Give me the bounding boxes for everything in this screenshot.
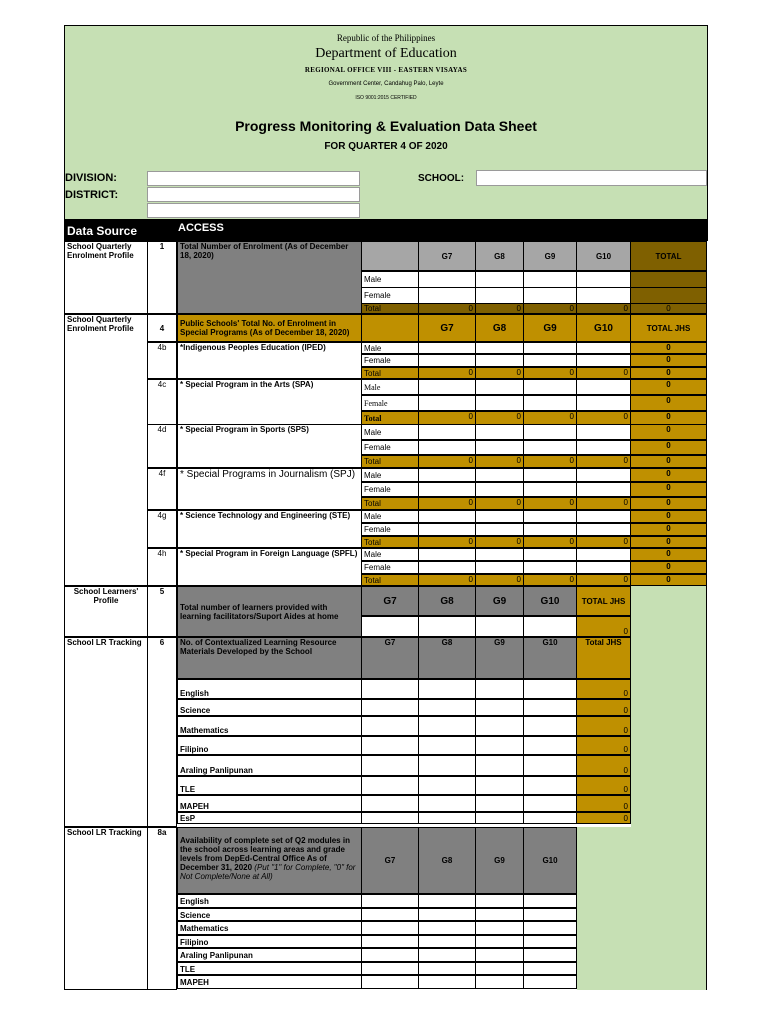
item4d-male-g9[interactable]	[523, 424, 577, 440]
item4g-male-g10[interactable]	[576, 510, 631, 523]
item4f-male-g10[interactable]	[576, 468, 631, 482]
item4g-total_row-g8: 0	[475, 536, 524, 548]
item8a-subject-label: English	[177, 894, 362, 908]
item4-g7: G7	[418, 314, 476, 342]
item8a-cell-g8[interactable]	[418, 894, 476, 908]
division-label: DIVISION:	[65, 172, 117, 184]
item6-total-jhs: 0	[576, 755, 631, 776]
item6-cell-g7[interactable]	[361, 812, 419, 824]
school-input[interactable]	[476, 170, 707, 186]
item8a-cell-g9[interactable]	[475, 908, 524, 922]
item4d-female-g10[interactable]	[576, 440, 631, 455]
item5-total-jhs-header: TOTAL JHS	[576, 586, 631, 616]
item5-g8: G8	[418, 586, 476, 616]
item1-male-label: Male	[361, 271, 419, 288]
item6-cell-g10[interactable]	[523, 679, 577, 699]
item4d-total_row-g10: 0	[576, 455, 631, 468]
item5-g7: G7	[361, 586, 419, 616]
item6-g10: G10	[523, 637, 577, 679]
item8a-g9: G9	[475, 827, 524, 894]
item4-total-jhs-header: TOTAL JHS	[630, 314, 707, 342]
item4c-male-g7[interactable]	[418, 379, 476, 395]
item8a-cell-g7[interactable]	[361, 948, 419, 962]
no-item-4: 4	[147, 314, 177, 342]
item4d-male-g7[interactable]	[418, 424, 476, 440]
desc-item-8a-main: Availability of complete set of Q2 modules in the school across learning areas and grade levels from DepEd-Central Office As of December 31, 2020	[180, 836, 350, 872]
item4b-female-label: Female	[361, 354, 419, 367]
item4f-female-label: Female	[361, 482, 419, 497]
item6-total-jhs: 0	[576, 736, 631, 755]
item6-subject-label: Araling Panlipunan	[177, 755, 362, 776]
item8a-cell-g9[interactable]	[475, 975, 524, 989]
item6-cell-g7[interactable]	[361, 795, 419, 812]
item4h-female-g7[interactable]	[418, 561, 476, 574]
item8a-cell-g7[interactable]	[361, 894, 419, 908]
desc-item-1: Total Number of Enrolment (As of December 18, 2020)	[177, 241, 362, 314]
item4b-male-label: Male	[361, 342, 419, 354]
item4g-female-g7[interactable]	[418, 523, 476, 536]
item4g-total_row-g7: 0	[418, 536, 476, 548]
source-item-6: School LR Tracking	[64, 637, 148, 827]
item4g-female-g10[interactable]	[576, 523, 631, 536]
item4g-male-total-jhs: 0	[630, 510, 707, 523]
desc-item-4f: * Special Programs in Journalism (SPJ)	[177, 468, 362, 510]
item8a-subject-label: TLE	[177, 962, 362, 976]
item1-total-label: Total	[361, 303, 419, 314]
item1-total-all: 0	[630, 303, 707, 314]
item4b-total_row-g9: 0	[523, 367, 577, 379]
item4c-male-g8[interactable]	[475, 379, 524, 395]
item8a-g10: G10	[523, 827, 577, 894]
item4g-female-label: Female	[361, 523, 419, 536]
item6-cell-g9[interactable]	[475, 776, 524, 795]
item4b-male-g8[interactable]	[475, 342, 524, 354]
item6-cell-g9[interactable]	[475, 795, 524, 812]
item5-value-g8[interactable]	[418, 616, 476, 637]
item4f-male-label: Male	[361, 468, 419, 482]
item8a-subject-label: Mathematics	[177, 921, 362, 935]
item1-total-g9: 0	[523, 303, 577, 314]
source-item-4: School Quarterly Enrolment Profile	[64, 314, 148, 586]
item4f-female-total-jhs: 0	[630, 482, 707, 497]
item4c-total_row-g9: 0	[523, 411, 577, 425]
item4-g8: G8	[475, 314, 524, 342]
item6-cell-g10[interactable]	[523, 699, 577, 716]
item4d-female-label: Female	[361, 440, 419, 455]
item4d-male-total-jhs: 0	[630, 424, 707, 440]
desc-item-4b: *Indigenous Peoples Education (IPED)	[177, 342, 362, 379]
item4c-female-g7[interactable]	[418, 395, 476, 411]
item8a-cell-g7[interactable]	[361, 962, 419, 976]
desc-item-4c: * Special Program in the Arts (SPA)	[177, 379, 362, 425]
desc-item-4g: * Science Technology and Engineering (STE)	[177, 510, 362, 548]
item8a-cell-g10[interactable]	[523, 894, 577, 908]
item8a-cell-g9[interactable]	[475, 935, 524, 949]
item8a-cell-g8[interactable]	[418, 921, 476, 935]
item6-cell-g7[interactable]	[361, 699, 419, 716]
item6-cell-g8[interactable]	[418, 812, 476, 824]
item6-subject-label: English	[177, 679, 362, 699]
item4h-female-label: Female	[361, 561, 419, 574]
blank-input[interactable]	[147, 203, 360, 218]
item4f-male-g9[interactable]	[523, 468, 577, 482]
item4c-female-g9[interactable]	[523, 395, 577, 411]
item4c-female-g8[interactable]	[475, 395, 524, 411]
item6-cell-g8[interactable]	[418, 736, 476, 755]
item4f-total_row-g7: 0	[418, 497, 476, 510]
item4h-male-g9[interactable]	[523, 548, 577, 561]
item1-female-label: Female	[361, 287, 419, 304]
no-item-4g: 4g	[147, 510, 177, 548]
item4h-total_row-g8: 0	[475, 574, 524, 586]
item1-female-g9[interactable]	[523, 287, 577, 304]
item1-total-g8: 0	[475, 303, 524, 314]
item4c-total_row-g7: 0	[418, 411, 476, 425]
item4f-female-g8[interactable]	[475, 482, 524, 497]
item1-total-g10: 0	[576, 303, 631, 314]
item6-cell-g10[interactable]	[523, 755, 577, 776]
republic-text: Republic of the Philippines	[336, 33, 436, 43]
item8a-cell-g10[interactable]	[523, 962, 577, 976]
item6-cell-g10[interactable]	[523, 795, 577, 812]
item4b-male-total-jhs: 0	[630, 342, 707, 354]
school-label: SCHOOL:	[418, 173, 465, 184]
item6-total-jhs: 0	[576, 812, 631, 824]
division-input[interactable]	[147, 171, 360, 186]
item4b-total_row-g7: 0	[418, 367, 476, 379]
item4b-total_row-label: Total	[361, 367, 419, 379]
item4f-female-g9[interactable]	[523, 482, 577, 497]
item8a-cell-g8[interactable]	[418, 948, 476, 962]
item4b-total_row-total-jhs: 0	[630, 367, 707, 379]
item4c-total_row-g10: 0	[576, 411, 631, 425]
desc-item-8a-note: (Put "1" for Complete, "0" for Not Complete/None at All)	[180, 863, 356, 881]
item6-cell-g8[interactable]	[418, 795, 476, 812]
item8a-cell-g9[interactable]	[475, 948, 524, 962]
item4d-total_row-total-jhs: 0	[630, 455, 707, 468]
quarter-text: FOR QUARTER 4 OF 2020	[324, 141, 448, 152]
item1-male-g7[interactable]	[418, 271, 476, 288]
item8a-cell-g10[interactable]	[523, 921, 577, 935]
item4d-female-total-jhs: 0	[630, 440, 707, 455]
item4b-total_row-g10: 0	[576, 367, 631, 379]
item6-cell-g8[interactable]	[418, 716, 476, 736]
item6-subject-label: Filipino	[177, 736, 362, 755]
no-item-6: 6	[147, 637, 177, 827]
item1-female-g8[interactable]	[475, 287, 524, 304]
item8a-subject-label: Araling Panlipunan	[177, 948, 362, 962]
desc-item-8a	[177, 827, 362, 894]
item8a-cell-g7[interactable]	[361, 975, 419, 989]
item1-female-g7[interactable]	[418, 287, 476, 304]
item4d-total_row-g9: 0	[523, 455, 577, 468]
region-text: REGIONAL OFFICE VIII - EASTERN VISAYAS	[304, 66, 468, 74]
item4h-male-total-jhs: 0	[630, 548, 707, 561]
item8a-subject-label: Filipino	[177, 935, 362, 949]
item4f-total_row-g10: 0	[576, 497, 631, 510]
item8a-cell-g8[interactable]	[418, 962, 476, 976]
item4b-male-g10[interactable]	[576, 342, 631, 354]
item4c-total_row-total-jhs: 0	[630, 411, 707, 425]
desc-item-4d: * Special Program in Sports (SPS)	[177, 424, 362, 468]
item4b-female-g7[interactable]	[418, 354, 476, 367]
item4b-total_row-g8: 0	[475, 367, 524, 379]
item6-cell-g10[interactable]	[523, 812, 577, 824]
item4c-female-label: Female	[361, 395, 419, 411]
page-title: Progress Monitoring & Evaluation Data Sheet	[235, 118, 537, 134]
item4d-male-g10[interactable]	[576, 424, 631, 440]
item4d-female-g9[interactable]	[523, 440, 577, 455]
item5-value-g9[interactable]	[475, 616, 524, 637]
item6-cell-g8[interactable]	[418, 755, 476, 776]
item1-g10: G10	[576, 241, 631, 271]
item6-cell-g8[interactable]	[418, 679, 476, 699]
item4h-total_row-g10: 0	[576, 574, 631, 586]
item4c-female-g10[interactable]	[576, 395, 631, 411]
item4f-total_row-g9: 0	[523, 497, 577, 510]
item8a-cell-g8[interactable]	[418, 908, 476, 922]
item6-total-jhs: 0	[576, 679, 631, 699]
item6-cell-g7[interactable]	[361, 776, 419, 795]
item4h-total_row-label: Total	[361, 574, 419, 586]
item6-g9: G9	[475, 637, 524, 679]
item4f-male-g8[interactable]	[475, 468, 524, 482]
department-text: Department of Education	[315, 46, 457, 61]
no-item-5: 5	[147, 586, 177, 637]
item1-total-g7: 0	[418, 303, 476, 314]
item6-subject-label: Mathematics	[177, 716, 362, 736]
item5-g9: G9	[475, 586, 524, 616]
item4h-total_row-total-jhs: 0	[630, 574, 707, 586]
item4f-total_row-label: Total	[361, 497, 419, 510]
item4f-total_row-g8: 0	[475, 497, 524, 510]
item4g-total_row-g10: 0	[576, 536, 631, 548]
item4b-female-total-jhs: 0	[630, 354, 707, 367]
address-text: Government Center, Candahug Palo, Leyte	[328, 81, 444, 87]
item4b-male-g7[interactable]	[418, 342, 476, 354]
item4c-female-total-jhs: 0	[630, 395, 707, 411]
item8a-cell-g8[interactable]	[418, 935, 476, 949]
no-item-4c: 4c	[147, 379, 177, 425]
item4g-total_row-g9: 0	[523, 536, 577, 548]
item4c-male-label: Male	[361, 379, 419, 395]
item8a-cell-g10[interactable]	[523, 975, 577, 989]
item1-g9: G9	[523, 241, 577, 271]
item6-cell-g10[interactable]	[523, 776, 577, 795]
item4c-male-g9[interactable]	[523, 379, 577, 395]
item4g-male-g8[interactable]	[475, 510, 524, 523]
item8a-g7: G7	[361, 827, 419, 894]
item8a-cell-g7[interactable]	[361, 908, 419, 922]
item4h-female-g9[interactable]	[523, 561, 577, 574]
item6-cell-g9[interactable]	[475, 699, 524, 716]
item6-cell-g9[interactable]	[475, 716, 524, 736]
item4g-male-g9[interactable]	[523, 510, 577, 523]
item1-header-blank	[361, 241, 419, 271]
item4f-male-total-jhs: 0	[630, 468, 707, 482]
no-item-1: 1	[147, 241, 177, 314]
source-item-5: School Learners' Profile	[64, 586, 148, 637]
item4g-female-total-jhs: 0	[630, 523, 707, 536]
desc-item-4: Public Schools' Total No. of Enrolment in Special Programs (As of December 18, 2020)	[177, 314, 362, 342]
item5-value-g7[interactable]	[361, 616, 419, 637]
item4h-total_row-g7: 0	[418, 574, 476, 586]
item6-cell-g9[interactable]	[475, 736, 524, 755]
data-source-heading: Data Source	[67, 224, 138, 238]
no-item-8a: 8a	[147, 827, 177, 990]
item4d-total_row-g7: 0	[418, 455, 476, 468]
no-item-4d: 4d	[147, 424, 177, 468]
item6-g8: G8	[418, 637, 476, 679]
no-item-4b: 4b	[147, 342, 177, 379]
right-green-fill	[631, 586, 707, 990]
item6-cell-g9[interactable]	[475, 812, 524, 824]
item6-total-jhs: 0	[576, 795, 631, 812]
item4b-female-g8[interactable]	[475, 354, 524, 367]
item4g-total_row-total-jhs: 0	[630, 536, 707, 548]
item6-subject-label: Science	[177, 699, 362, 716]
item8a-cell-g10[interactable]	[523, 948, 577, 962]
item4h-male-g7[interactable]	[418, 548, 476, 561]
item6-subject-label: EsP	[177, 812, 362, 824]
item6-cell-g9[interactable]	[475, 679, 524, 699]
item4h-male-g10[interactable]	[576, 548, 631, 561]
item8a-cell-g10[interactable]	[523, 935, 577, 949]
item4g-total_row-label: Total	[361, 536, 419, 548]
iso-text: ISO 9001:2015 CERTIFIED	[355, 95, 417, 101]
item4f-male-g7[interactable]	[418, 468, 476, 482]
item4h-female-g10[interactable]	[576, 561, 631, 574]
item8a-green-fill	[577, 827, 631, 990]
desc-item-6: No. of Contextualized Learning Resource Materials Developed by the School	[177, 637, 362, 679]
item1-g7: G7	[418, 241, 476, 271]
item6-cell-g8[interactable]	[418, 776, 476, 795]
item1-female-total	[630, 287, 707, 304]
item8a-cell-g9[interactable]	[475, 962, 524, 976]
item8a-cell-g10[interactable]	[523, 908, 577, 922]
item4d-male-label: Male	[361, 424, 419, 440]
item6-g7: G7	[361, 637, 419, 679]
item4-header-blank	[361, 314, 419, 342]
item4c-male-g10[interactable]	[576, 379, 631, 395]
item5-value-g10[interactable]	[523, 616, 577, 637]
item8a-cell-g9[interactable]	[475, 921, 524, 935]
item8a-cell-g7[interactable]	[361, 935, 419, 949]
item4h-female-g8[interactable]	[475, 561, 524, 574]
item6-cell-g9[interactable]	[475, 755, 524, 776]
item8a-g8: G8	[418, 827, 476, 894]
item5-g10: G10	[523, 586, 577, 616]
item6-cell-g7[interactable]	[361, 736, 419, 755]
item8a-cell-g8[interactable]	[418, 975, 476, 989]
item4g-female-g9[interactable]	[523, 523, 577, 536]
item4d-female-g8[interactable]	[475, 440, 524, 455]
item4h-male-label: Male	[361, 548, 419, 561]
item8a-subject-label: Science	[177, 908, 362, 922]
item6-cell-g7[interactable]	[361, 679, 419, 699]
item6-subject-label: TLE	[177, 776, 362, 795]
item1-g8: G8	[475, 241, 524, 271]
item1-male-g10[interactable]	[576, 271, 631, 288]
district-input[interactable]	[147, 187, 360, 202]
item4f-female-g10[interactable]	[576, 482, 631, 497]
item4b-female-g10[interactable]	[576, 354, 631, 367]
item4c-male-total-jhs: 0	[630, 379, 707, 395]
item4d-total_row-label: Total	[361, 455, 419, 468]
item4h-male-g8[interactable]	[475, 548, 524, 561]
item6-total-jhs: 0	[576, 776, 631, 795]
item6-subject-label: MAPEH	[177, 795, 362, 812]
item4b-male-g9[interactable]	[523, 342, 577, 354]
item6-cell-g7[interactable]	[361, 716, 419, 736]
no-item-4f: 4f	[147, 468, 177, 510]
item5-value-total: 0	[576, 616, 631, 637]
item6-cell-g7[interactable]	[361, 755, 419, 776]
item6-cell-g8[interactable]	[418, 699, 476, 716]
item4f-total_row-total-jhs: 0	[630, 497, 707, 510]
item6-total-jhs: 0	[576, 716, 631, 736]
item4-g10: G10	[576, 314, 631, 342]
no-item-4h: 4h	[147, 548, 177, 586]
item8a-cell-g9[interactable]	[475, 894, 524, 908]
item8a-subject-label: MAPEH	[177, 975, 362, 989]
source-item-8a: School LR Tracking	[64, 827, 148, 990]
item4c-total_row-g8: 0	[475, 411, 524, 425]
item1-female-g10[interactable]	[576, 287, 631, 304]
item4d-male-g8[interactable]	[475, 424, 524, 440]
item6-total-jhs-header: Total JHS	[576, 637, 631, 679]
source-item-1: School Quarterly Enrolment Profile	[64, 241, 148, 314]
item1-male-total	[630, 271, 707, 288]
district-label: DISTRICT:	[65, 189, 119, 201]
item6-cell-g10[interactable]	[523, 716, 577, 736]
item4g-male-g7[interactable]	[418, 510, 476, 523]
item4g-female-g8[interactable]	[475, 523, 524, 536]
item4g-male-label: Male	[361, 510, 419, 523]
item6-cell-g10[interactable]	[523, 736, 577, 755]
item4c-total_row-label: Total	[361, 411, 419, 425]
desc-item-4h: * Special Program in Foreign Language (SPFL)	[177, 548, 362, 586]
item4h-female-total-jhs: 0	[630, 561, 707, 574]
item6-total-jhs: 0	[576, 699, 631, 716]
item4d-female-g7[interactable]	[418, 440, 476, 455]
desc-item-5: Total number of learners provided with learning facilitators/Suport Aides at home	[177, 586, 362, 637]
item4f-female-g7[interactable]	[418, 482, 476, 497]
section-bar	[64, 219, 708, 241]
item8a-cell-g7[interactable]	[361, 921, 419, 935]
item1-total-header: TOTAL	[630, 241, 707, 271]
item4b-female-g9[interactable]	[523, 354, 577, 367]
item4-g9: G9	[523, 314, 577, 342]
access-heading: ACCESS	[178, 222, 224, 234]
item1-male-g9[interactable]	[523, 271, 577, 288]
item1-male-g8[interactable]	[475, 271, 524, 288]
item4h-total_row-g9: 0	[523, 574, 577, 586]
item4d-total_row-g8: 0	[475, 455, 524, 468]
